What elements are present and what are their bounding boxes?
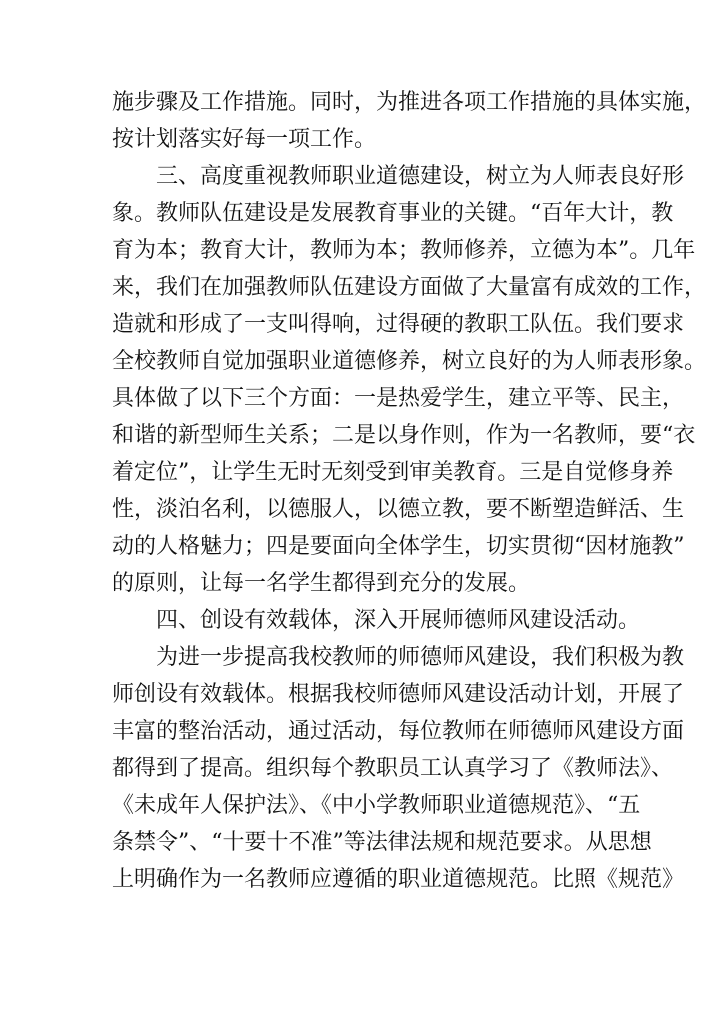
text-line: 象。教师队伍建设是发展教育事业的关键。“百年大计，教: [112, 201, 674, 226]
text-line: 全校教师自觉加强职业道德修养，树立良好的为人师表形象。: [112, 349, 707, 374]
text-line: 《未成年人保护法》、《中小学教师职业道德规范》、“五: [112, 793, 641, 818]
text-line: 动的人格魅力；四是要面向全体学生，切实贯彻“因材施教”: [112, 534, 685, 559]
section-heading-line: 四、创设有效载体，深入开展师德师风建设活动。: [156, 608, 641, 633]
text-line: 施步骤及工作措施。同时，为推进各项工作措施的具体实施，: [112, 90, 707, 115]
body-text: [112, 84, 707, 898]
text-line: 和谐的新型师生关系；二是以身作则，作为一名教师，要“衣: [112, 423, 696, 448]
text-line: 为进一步提高我校教师的师德师风建设，我们积极为教: [156, 645, 685, 670]
text-line: 按计划落实好每一项工作。: [112, 127, 377, 152]
text-line: 上明确作为一名教师应遵循的职业道德规范。比照《规范》: [112, 867, 685, 892]
text-line: 造就和形成了一支叫得响，过得硬的教职工队伍。我们要求: [112, 312, 685, 337]
text-line: 丰富的整治活动，通过活动，每位教师在师德师风建设方面: [112, 719, 685, 744]
text-line: 性，淡泊名利，以德服人，以德立教，要不断塑造鲜活、生: [112, 497, 685, 522]
text-line: 都得到了提高。组织每个教职员工认真学习了《教师法》、: [112, 756, 674, 781]
text-line: 着定位”，让学生无时无刻受到审美教育。三是自觉修身养: [112, 460, 674, 485]
text-line: 来，我们在加强教师队伍建设方面做了大量富有成效的工作，: [112, 275, 707, 300]
section-heading-line: 三、高度重视教师职业道德建设，树立为人师表良好形: [156, 164, 685, 189]
text-line: 育为本；教育大计，教师为本；教师修养，立德为本”。几年: [112, 238, 696, 263]
text-line: 具体做了以下三个方面：一是热爱学生，建立平等、民主，: [112, 386, 685, 411]
text-line: 师创设有效载体。根据我校师德师风建设活动计划，开展了: [112, 682, 685, 707]
text-line: 的原则，让每一名学生都得到充分的发展。: [112, 571, 531, 596]
text-line: 条禁令”、“十要十不准”等法律法规和规范要求。从思想: [112, 830, 652, 855]
